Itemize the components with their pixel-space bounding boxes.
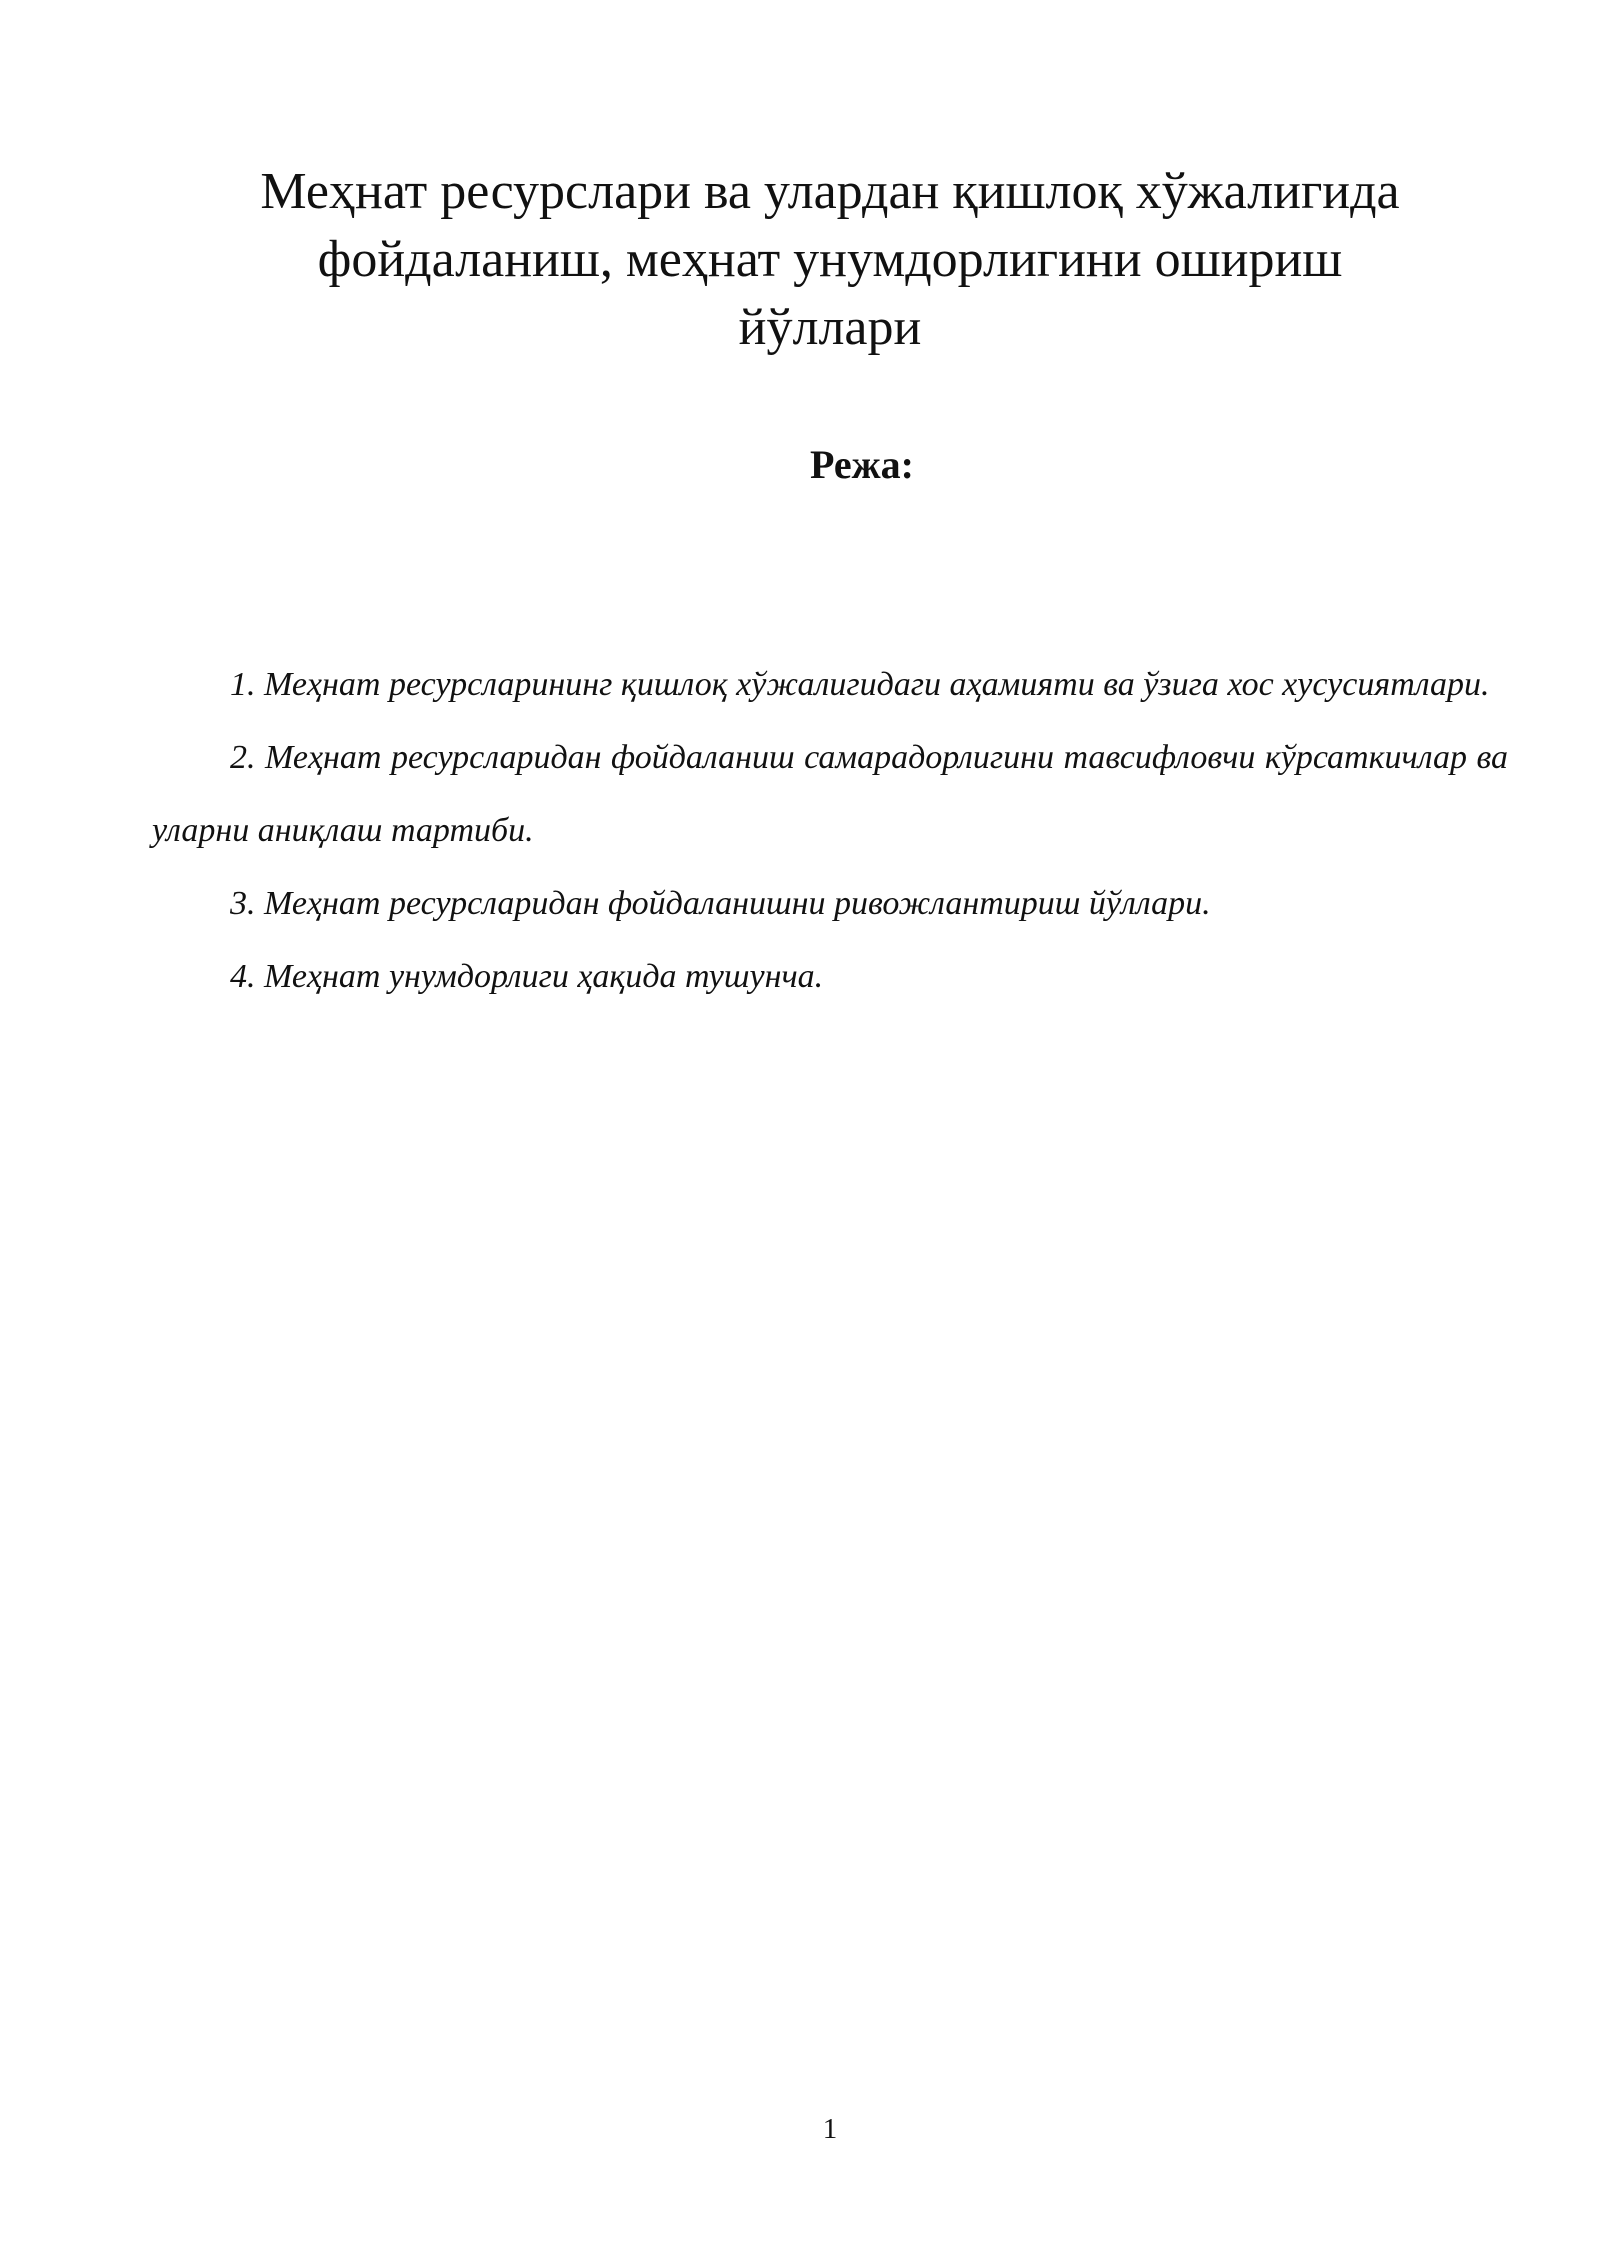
plan-item-number: 2. [230,739,256,776]
plan-list [152,648,1508,1013]
plan-item-number: 3. [230,885,256,922]
plan-item-4 [152,940,1508,1013]
document-title [150,158,1510,362]
plan-item-number: 4. [230,958,256,995]
title-line-1: Меҳнат ресурслари ва улардан қишлоқ хўжалигида [260,163,1400,220]
plan-item-number: 1. [230,666,256,703]
plan-item-2 [152,721,1508,867]
plan-item-3 [152,867,1508,940]
plan-heading: Режа: [810,442,914,487]
plan-item-text: Меҳнат унумдорлиги ҳақида тушунча. [264,958,824,995]
plan-item-1 [152,648,1508,721]
title-line-3: йўллари [738,299,922,356]
plan-item-text: Меҳнат ресурсларидан фойдаланишни ривожлантириш йўллари. [264,885,1211,922]
title-line-2: фойдаланиш, меҳнат унумдорлигини ошириш [317,231,1343,288]
page-number: 1 [822,2113,838,2145]
plan-item-text: Меҳнат ресурсларидан фойдаланиш самарадорлигини тавсифловчи кўрсаткичлар ва уларни аниқлаш тартиби. [152,739,1509,849]
plan-item-text: Меҳнат ресурсларининг қишлоқ хўжалигидаги аҳамияти ва ўзига хос хусусиятлари. [264,666,1490,703]
